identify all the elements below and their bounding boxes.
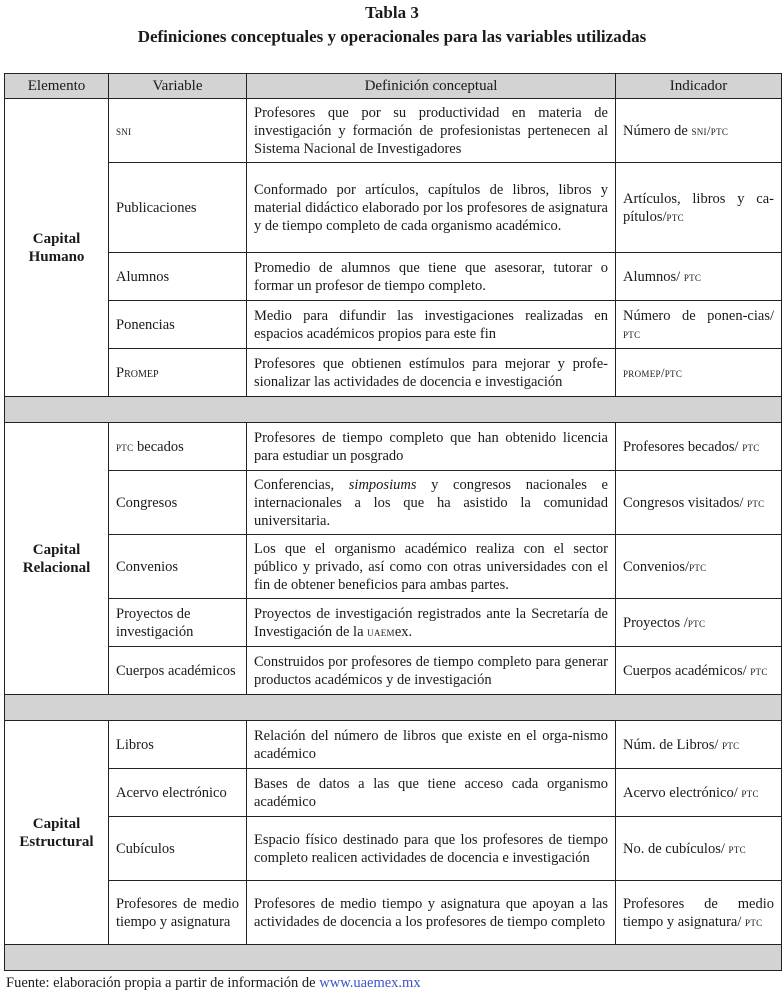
variable-text: Ponencias [116, 316, 175, 333]
table-row [5, 99, 782, 163]
indicador-text: Acervo electrónico/ [623, 784, 742, 801]
indicador-cell [616, 253, 782, 301]
definicion-cell [247, 99, 616, 163]
definicion-text: Profesores de tiempo completo que han obtenido licencia para estudiar un posgrado [254, 429, 608, 464]
table-row [5, 253, 782, 301]
definicion-text: Los que el organismo académico realiza con el sector público y privado, así como con otras universidades con el fin de obtener beneficios para ambas partes. [254, 540, 608, 593]
indicador-cell [616, 817, 782, 881]
indicador-abbrev: ptc [687, 614, 706, 630]
indicador-text: Artículos, libros y ca-pítulos/ [623, 190, 774, 225]
indicador-text: No. de cubículos/ [623, 840, 729, 857]
variable-text: Promep [116, 364, 159, 381]
indicador-abbrev: ptc [745, 913, 763, 929]
table-body [5, 99, 782, 971]
group-separator [5, 945, 782, 971]
definicion-text: Conferencias, [254, 476, 349, 493]
indicador-abbrev: promep/ptc [623, 364, 683, 380]
indicador-abbrev: ptc [750, 662, 768, 678]
variable-cell [109, 301, 247, 349]
header-definicion: Definición conceptual [247, 74, 616, 99]
table-row [5, 647, 782, 695]
indicador-text: Congresos visitados/ [623, 494, 748, 511]
indicador-cell [616, 647, 782, 695]
indicador-abbrev: ptc [747, 494, 765, 510]
variable-cell [109, 647, 247, 695]
separator-cell [5, 945, 782, 971]
elemento-cell: Capital Estructural [5, 721, 109, 945]
indicador-cell [616, 349, 782, 397]
indicador-cell [616, 721, 782, 769]
header-indicador: Indicador [616, 74, 782, 99]
indicador-cell [616, 471, 782, 535]
variable-text: Libros [116, 736, 154, 753]
table-caption: Definiciones conceptuales y operacionales para las variables utilizadas [137, 27, 647, 46]
variable-text: Profesores de medio tiempo y asignatura [116, 895, 239, 930]
variable-cell [109, 535, 247, 599]
definicion-cell [247, 253, 616, 301]
separator-cell [5, 695, 782, 721]
elemento-cell: Capital Relacional [5, 423, 109, 695]
variable-cell [109, 349, 247, 397]
definicion-text: Construidos por profesores de tiempo completo para generar productos académicos y de investigación [254, 653, 608, 688]
definitions-table [4, 73, 782, 971]
separator-cell [5, 397, 782, 423]
definicion-cell [247, 881, 616, 945]
table-row [5, 881, 782, 945]
indicador-text: Cuerpos académicos/ [623, 662, 751, 679]
elemento-cell: Capital Humano [5, 99, 109, 397]
table-row [5, 423, 782, 471]
definicion-text: Bases de datos a las que tiene acceso cada organismo académico [254, 775, 608, 810]
variable-text: Acervo electrónico [116, 784, 227, 801]
definicion-cell [247, 471, 616, 535]
definicion-text: Medio para difundir las investigaciones realizadas en espacios académicos propios para este fin [254, 307, 608, 342]
table-row [5, 721, 782, 769]
header-variable: Variable [109, 74, 247, 99]
indicador-text: Proyectos / [623, 614, 688, 631]
definicion-cell [247, 647, 616, 695]
table-row [5, 599, 782, 647]
definicion-cell [247, 535, 616, 599]
indicador-text: Profesores de medio tiempo y asignatura/ [623, 895, 774, 930]
source-note [6, 974, 421, 992]
table-number: Tabla 3 [365, 3, 419, 22]
indicador-abbrev: ptc [722, 736, 740, 752]
indicador-cell [616, 99, 782, 163]
variable-text: Publicaciones [116, 199, 197, 216]
indicador-text: Número de ponen-cias/ [623, 307, 774, 324]
indicador-abbrev: ptc [742, 438, 760, 454]
source-link[interactable]: www.uaemex.mx [319, 975, 421, 991]
table-row [5, 535, 782, 599]
indicador-cell [616, 535, 782, 599]
indicador-cell [616, 599, 782, 647]
definicion-text: Promedio de alumnos que tiene que asesorar, tutorar o formar un profesor de tiempo completo. [254, 259, 608, 294]
definicion-text: Relación del número de libros que existe en el orga-nismo académico [254, 727, 608, 762]
header-row [5, 74, 782, 99]
definicion-cell [247, 769, 616, 817]
variable-text: becados [133, 438, 184, 455]
source-text: Fuente: elaboración propia a partir de información de [6, 975, 320, 991]
indicador-abbrev: ptc [728, 840, 746, 856]
variable-text: Cuerpos académicos [116, 662, 236, 679]
definicion-cell [247, 423, 616, 471]
table-row [5, 301, 782, 349]
indicador-abbrev: ptc [741, 784, 759, 800]
variable-text: Alumnos [116, 268, 170, 285]
table-row [5, 769, 782, 817]
variable-text: Cubículos [116, 840, 175, 857]
indicador-abbrev: sni/ptc [691, 122, 729, 138]
indicador-text: Núm. de Libros/ [623, 736, 723, 753]
indicador-text: Número de [623, 122, 692, 139]
table-row [5, 163, 782, 253]
variable-abbrev: ptc [116, 438, 134, 454]
indicador-cell [616, 423, 782, 471]
variable-text: Convenios [116, 558, 179, 575]
header-elemento: Elemento [5, 74, 109, 99]
variable-text: Proyectos de investigación [116, 605, 194, 640]
definicion-text: Proyectos de investigación registrados ante la Secretaría de Investigación de la [254, 605, 608, 640]
indicador-text: Alumnos/ [623, 268, 684, 285]
variable-cell [109, 721, 247, 769]
indicador-cell [616, 301, 782, 349]
definicion-italic: simposiums [348, 476, 417, 493]
definicion-text: Profesores que por su productividad en materia de investigación y formación de profesionistas pertenecen al Sistema Nacional de Investigadores [254, 104, 608, 157]
definicion-cell [247, 163, 616, 253]
variable-text: Congresos [116, 494, 178, 511]
definicion-text: y congresos nacionales e internacionales a los que ha asistido la comunidad universitaria. [254, 476, 608, 529]
indicador-cell [616, 881, 782, 945]
definicion-cell [247, 599, 616, 647]
definicion-text: Conformado por artículos, capítulos de libros, libros y material didáctico elaborado por los profesores de asignatura y de tiempo completo de cada organismo académico. [254, 181, 608, 234]
definicion-cell [247, 301, 616, 349]
variable-text: sni [116, 122, 132, 138]
group-separator [5, 397, 782, 423]
definicion-text: Profesores de medio tiempo y asignatura que apoyan a las actividades de docencia a los profesores de tiempo completo [254, 895, 608, 930]
variable-cell [109, 599, 247, 647]
table-row [5, 817, 782, 881]
indicador-abbrev: ptc [689, 558, 707, 574]
definicion-abbrev: uaem [367, 623, 395, 639]
variable-cell [109, 769, 247, 817]
variable-cell [109, 471, 247, 535]
variable-cell [109, 163, 247, 253]
definicion-cell [247, 721, 616, 769]
variable-cell [109, 817, 247, 881]
indicador-text: Profesores becados/ [623, 438, 743, 455]
definicion-cell [247, 817, 616, 881]
indicador-cell [616, 769, 782, 817]
definicion-text: Espacio físico destinado para que los profesores de tiempo completo realicen actividades de docencia e investigación [254, 831, 608, 866]
indicador-abbrev: ptc [623, 325, 641, 341]
definicion-cell [247, 349, 616, 397]
table-row [5, 349, 782, 397]
indicador-text: Convenios/ [623, 558, 690, 575]
variable-cell [109, 423, 247, 471]
variable-cell [109, 99, 247, 163]
indicador-cell [616, 163, 782, 253]
table-row [5, 471, 782, 535]
variable-cell [109, 881, 247, 945]
indicador-abbrev: ptc [683, 268, 702, 284]
definicion-text: ex. [394, 623, 413, 640]
group-separator [5, 695, 782, 721]
definicion-text: Profesores que obtienen estímulos para mejorar y profe-sionalizar las actividades de docencia e investigación [254, 355, 608, 390]
indicador-abbrev: ptc [666, 208, 684, 224]
variable-cell [109, 253, 247, 301]
